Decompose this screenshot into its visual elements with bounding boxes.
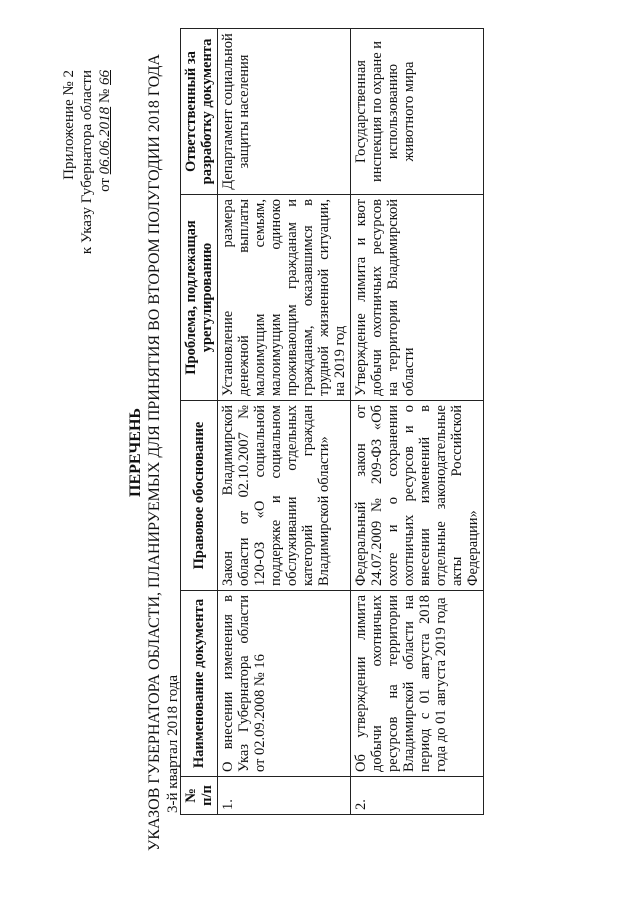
header-document-name: Наименование документа [181,591,218,777]
header-responsible: Ответственный за разработку документа [181,29,218,195]
row-responsible: Государственная инспекция по охране и использованию животного мира [351,29,484,195]
quarter-label: 3-й квартал 2018 года [165,674,181,813]
table-header-row [181,29,218,815]
decrees-table [180,28,484,815]
row-number: 1. [218,777,351,815]
row-problem: Установление размера денежной выплаты малоимущим семьям, малоимущим одиноко проживающим гражданам и гражданам, оказавшимся в трудной жизненной ситуации, на 2019 год [218,195,351,401]
decree-date: 06.06.2018 [97,106,113,175]
row-document-name: О внесении изменения в Указ Губернатора области от 02.09.2008 № 16 [218,591,351,777]
decree-number: 66 [97,70,113,85]
appendix-date-line [96,70,114,254]
document-subtitle: УКАЗОВ ГУБЕРНАТОРА ОБЛАСТИ, ПЛАНИРУЕМЫХ ДЛЯ ПРИНЯТИЯ ВО ВТОРОМ ПОЛУГОДИИ 2018 ГОДА [146,54,163,851]
row-legal-basis: Федеральный закон от 24.07.2009 № 209-ФЗ «Об охоте и о сохранении охотничьих ресурсов и о внесении изменений в отдельные законодательные акты Российской Федерации» [351,401,484,591]
header-problem: Проблема, подлежащая урегулированию [181,195,218,401]
header-number: № п/п [181,777,218,815]
table-row [351,29,484,815]
appendix-block [60,70,114,254]
header-legal-basis: Правовое обоснование [181,401,218,591]
number-prefix: № [97,88,113,104]
appendix-reference: к Указу Губернатора области [79,70,95,255]
appendix-number: Приложение № 2 [61,70,77,180]
row-document-name: Об утверждении лимита добычи охотничьих ресурсов на территории Владимирской области на период с 01 августа 2018 года до 01 августа 2019 года [351,591,484,777]
document-title: ПЕРЕЧЕНЬ [127,408,144,497]
date-prefix: от [97,178,113,192]
table-row [218,29,351,815]
row-responsible: Департамент социальной защиты населения [218,29,351,195]
row-problem: Утверждение лимита и квот добычи охотничьих ресурсов на территории Владимирской области [351,195,484,401]
row-number: 2. [351,777,484,815]
row-legal-basis: Закон Владимирской области от 02.10.2007 № 120-ОЗ «О социальной поддержке и социальном обслуживании отдельных категорий граждан Владимирской области» [218,401,351,591]
